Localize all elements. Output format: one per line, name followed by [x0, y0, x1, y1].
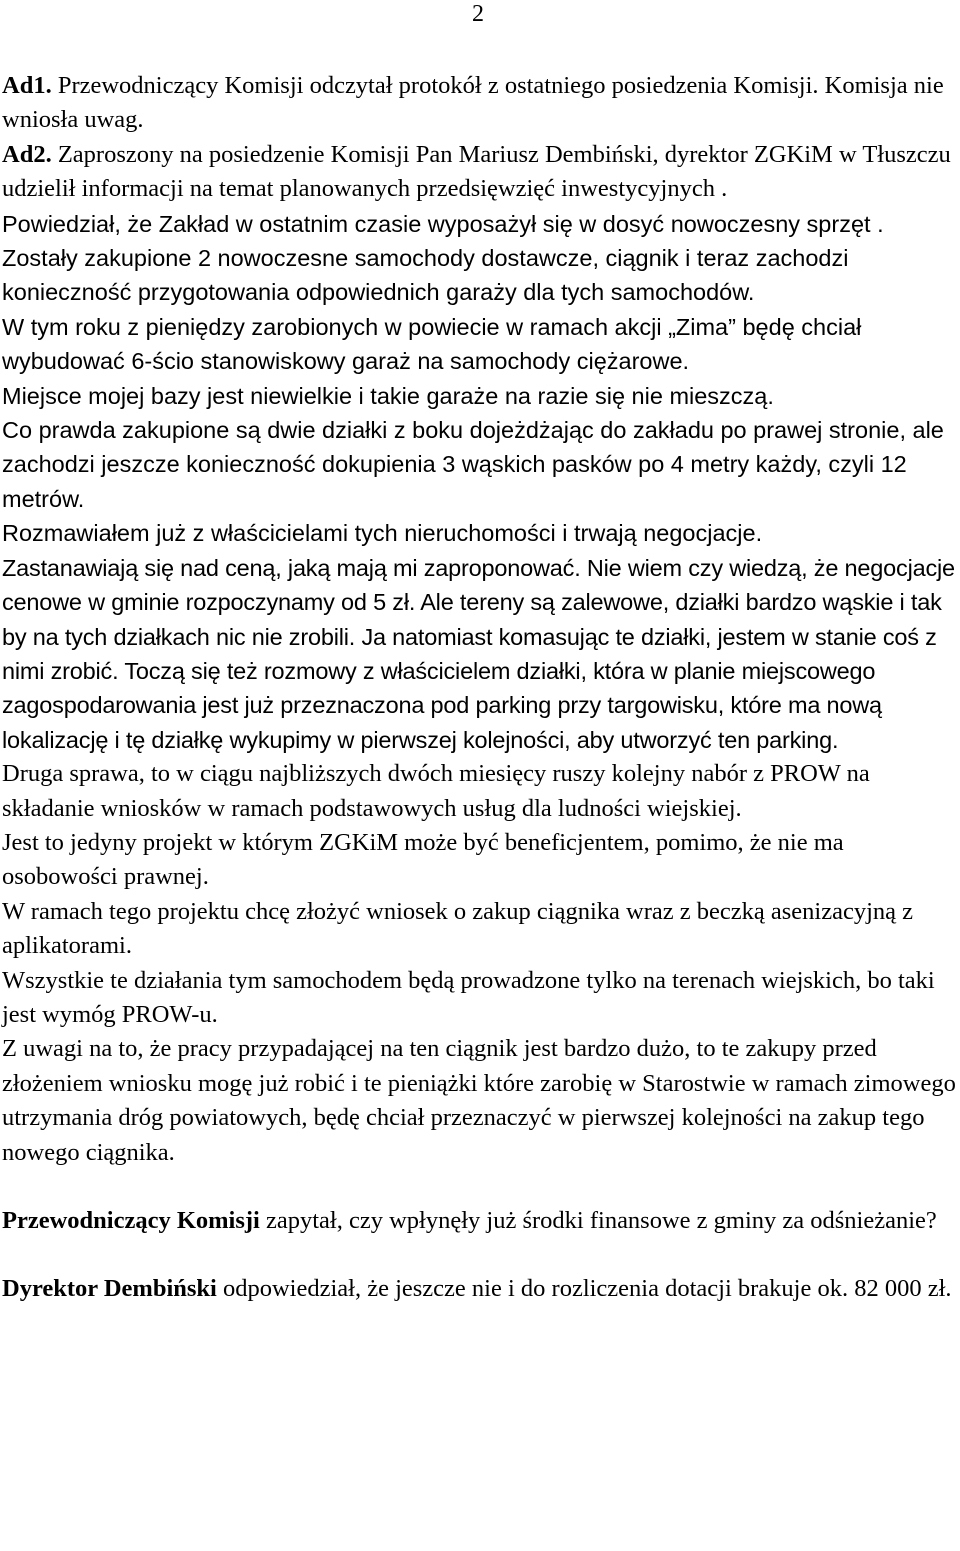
ad2-paragraph-equipment: Powiedział, że Zakład w ostatnim czasie wyposażył się w dosyć nowoczesny sprzęt .	[2, 210, 884, 237]
paragraph-spacer	[2, 1170, 960, 1204]
ad2-paragraph-prow: Druga sprawa, to w ciągu najbliższych dwóch miesięcy ruszy kolejny nabór z PROW na składanie wniosków w ramach podstawowych usług dla ludności wiejskiej.	[2, 760, 870, 822]
ad2-paragraph-project: Jest to jedyny projekt w którym ZGKiM może być beneficjentem, pomimo, że nie ma osobowości prawnej.	[2, 828, 844, 891]
ad2-intro-text: Zaproszony na posiedzenie Komisji Pan Mariusz Dembiński, dyrektor ZGKiM w Tłuszczu udzielił informacji na temat planowanych przedsięwzięć inwestycyjnych .	[2, 140, 951, 203]
question-paragraph	[2, 1204, 960, 1238]
ad2-label: Ad2.	[2, 140, 52, 168]
ad2-paragraph-negotiations: Rozmawiałem już z właścicielami tych nieruchomości i trwają negocjacje.	[2, 520, 763, 547]
ad2-paragraph-garage: W tym roku z pieniędzy zarobionych w powiecie w ramach akcji „Zima” będę chciał wybudować 6-ścio stanowiskowy garaż na samochody ciężarowe.	[2, 313, 862, 375]
paragraph-spacer	[2, 1238, 960, 1272]
ad2-paragraph-purchase: Z uwagi na to, że pracy przypadającej na ten ciągnik jest bardzo dużo, to te zakupy przed złożeniem wniosku mogę już robić i te pieniążki które zarobię w Starostwie w ramach zimowego utrzymania dróg powiatowych, będę chciał przeznaczyć w pierwszej kolejności na zakup tego nowego ciągnika.	[2, 1035, 956, 1166]
ad2-paragraph-base: Miejsce mojej bazy jest niewielkie i takie garaże na razie się nie mieszczą.	[2, 382, 774, 409]
question-text: zapytał, czy wpłynęły już środki finansowe z gminy za odśnieżanie?	[259, 1207, 937, 1234]
answer-text: odpowiedział, że jeszcze nie i do rozliczenia dotacji brakuje ok. 82 000 zł.	[216, 1275, 952, 1303]
ad1-paragraph	[2, 69, 960, 138]
ad2-paragraph-rural: Wszystkie te działania tym samochodem będą prowadzone tylko na terenach wiejskich, bo taki jest wymóg PROW-u.	[2, 966, 935, 1028]
document-body	[2, 69, 960, 1307]
ad1-label: Ad1.	[2, 72, 52, 99]
ad2-paragraph-tractor: W ramach tego projektu chcę złożyć wniosek o zakup ciągnika wraz z beczką asenizacyjną z aplikatorami.	[2, 897, 914, 960]
ad1-text: Przewodniczący Komisji odczytał protokół z ostatniego posiedzenia Komisji. Komisja nie wniosła uwag.	[2, 72, 944, 134]
ad2-paragraph	[2, 138, 960, 207]
question-speaker: Przewodniczący Komisji	[2, 1207, 260, 1234]
ad2-paragraph-vehicles: Zostały zakupione 2 nowoczesne samochody dostawcze, ciągnik i teraz zachodzi konieczność przygotowania odpowiednich garaży dla tych samochodów.	[2, 245, 849, 306]
ad2-paragraph-price: Zastanawiają się nad ceną, jaką mają mi zaproponować. Nie wiem czy wiedzą, że negocjacje cenowe w gminie rozpoczynamy od 5 zł. Ale tereny są zalewowe, działki bardzo wąskie i tak by na tych działkach nic nie zrobili. Ja natomiast komasując te działki, jestem w stanie coś z nimi zrobić. Toczą się też rozmowy z właścicielem działki, która w planie miejscowego zagospodarowania jest już przeznaczona pod parking przy targowisku, które ma nową lokalizację i tę działkę wykupimy w pierwszej kolejności, aby utworzyć ten parking.	[2, 554, 955, 753]
answer-speaker: Dyrektor Dembiński	[2, 1275, 217, 1303]
answer-paragraph	[2, 1272, 960, 1306]
ad2-paragraph-plots: Co prawda zakupione są dwie działki z boku dojeżdżając do zakładu po prawej stronie, ale zachodzi jeszcze konieczność dokupienia 3 wąskich pasków po 4 metry każdy, czyli 12 metrów.	[2, 417, 944, 512]
page-number: 2	[472, 1, 484, 27]
